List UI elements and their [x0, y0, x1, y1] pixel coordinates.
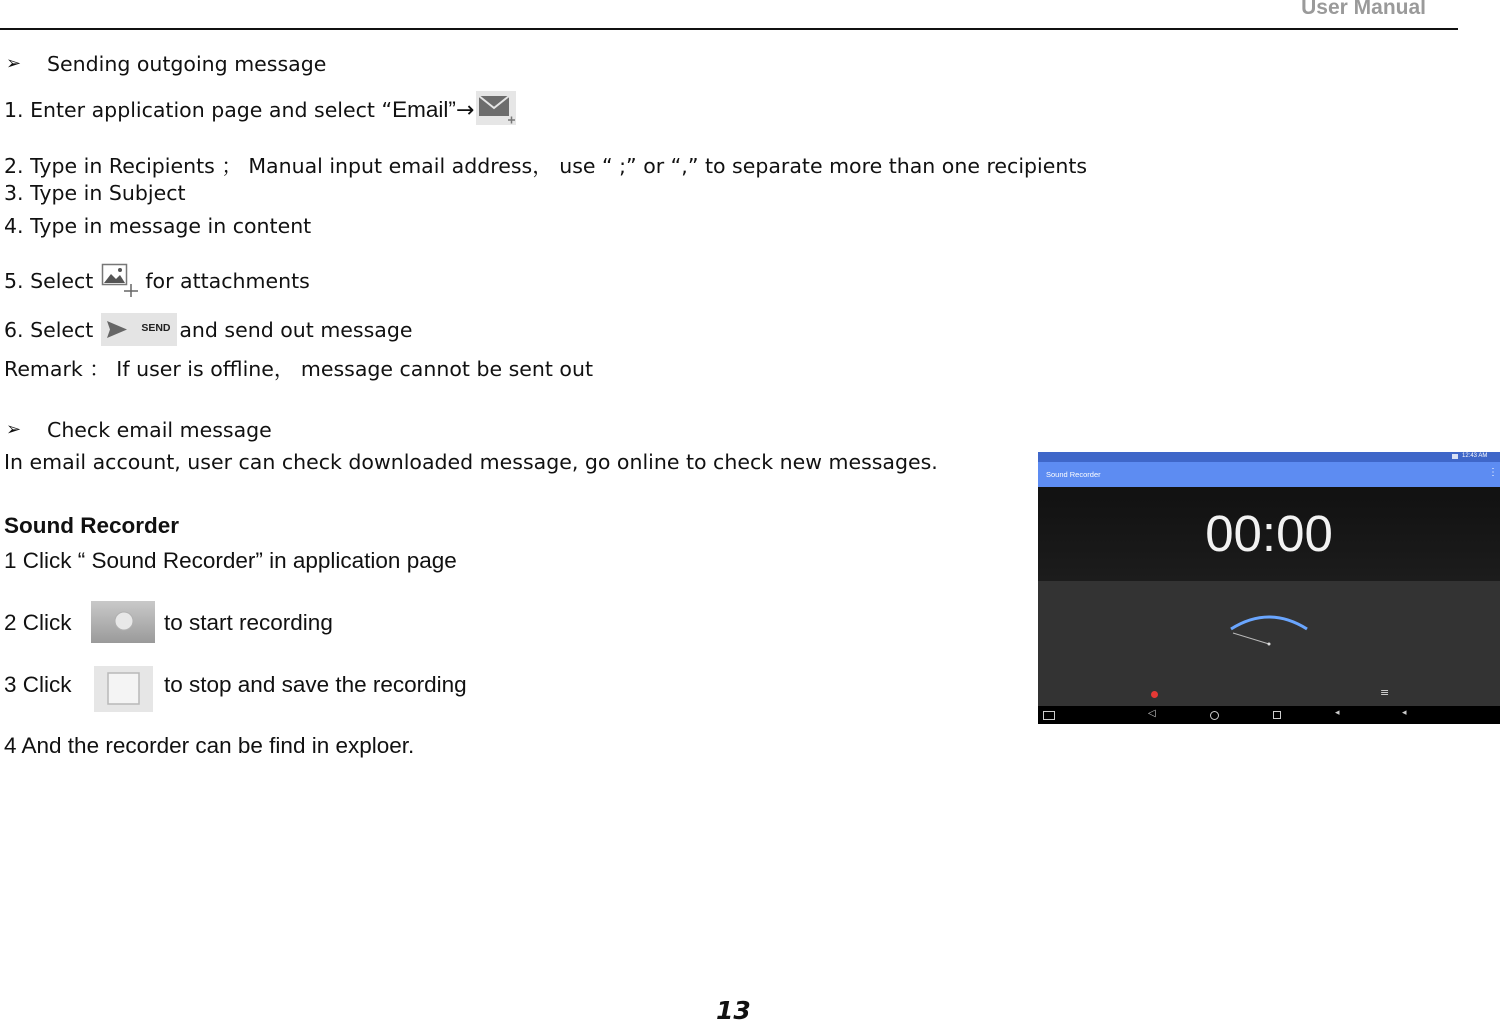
level-meter-icon [1038, 581, 1500, 706]
app-toolbar [1038, 462, 1500, 487]
step-4: 4. Type in message in content [4, 214, 312, 238]
nav-bar [1038, 706, 1500, 724]
sound-recorder-screenshot [1038, 452, 1500, 724]
volume-up-icon[interactable]: ◂ [1402, 708, 1407, 718]
sound-step-3-post: to stop and save the recording [164, 672, 467, 697]
page-number: 13 [716, 996, 751, 1025]
send-label: SEND [141, 322, 171, 334]
step-3: 3. Type in Subject [4, 181, 186, 205]
list-icon[interactable]: ≡ [1380, 686, 1390, 699]
header-rule [0, 28, 1458, 30]
bullet-icon: ➢ [6, 53, 22, 74]
bullet-icon: ➢ [6, 419, 22, 440]
step-5-post: for attachments [145, 269, 310, 293]
sound-step-4: 4 And the recorder can be find in exploer. [4, 733, 415, 758]
status-bar [1038, 452, 1500, 462]
check-email-text: In email account, user can check downloaded message, go online to check new messages. [4, 450, 938, 474]
sound-step-2-post: to start recording [164, 610, 333, 635]
step-5 [4, 262, 310, 300]
header-title: User Manual [1301, 0, 1426, 19]
timer-display: 00:00 [1205, 505, 1333, 562]
record-button-image [91, 601, 155, 643]
stop-button-image [94, 666, 153, 712]
attachment-image-icon [101, 261, 139, 302]
step-6 [4, 312, 412, 347]
record-dot-icon[interactable] [1151, 691, 1158, 698]
step-1-text: 1. Enter application page and select “ [4, 98, 393, 122]
send-button-image [101, 313, 177, 346]
step-5-pre: 5. Select [4, 269, 94, 293]
step-2: 2. Type in Recipients ； Manual input email address， use “ ;” or “,” to separate more than one recipients [4, 154, 1088, 178]
status-time: 12:43 AM [1462, 453, 1488, 459]
step-6-pre: 6. Select [4, 317, 94, 342]
home-icon[interactable] [1210, 711, 1219, 720]
remark: Remark ： If user is offline， message cannot be sent out [4, 357, 593, 381]
sound-step-1: 1 Click “ Sound Recorder” in application page [4, 548, 457, 573]
screenshot-icon[interactable] [1043, 711, 1055, 720]
sound-step-3-pre: 3 Click [4, 672, 72, 697]
step-1 [4, 92, 516, 128]
step-6-post: and send out message [179, 317, 413, 342]
sound-recorder-title: Sound Recorder [4, 513, 180, 538]
step-1-email: Email” [392, 97, 456, 122]
back-icon[interactable]: ◁ [1148, 708, 1156, 719]
section-heading-sending: Sending outgoing message [47, 52, 327, 76]
app-title: Sound Recorder [1046, 470, 1101, 479]
section-heading-check: Check email message [47, 418, 272, 442]
recorder-body [1038, 581, 1500, 706]
timer-area [1038, 487, 1500, 581]
email-compose-icon [476, 91, 516, 130]
sound-step-2-pre: 2 Click [4, 610, 72, 635]
volume-down-icon[interactable]: ◂ [1335, 708, 1340, 718]
recents-icon[interactable] [1273, 711, 1281, 719]
battery-icon [1452, 454, 1458, 459]
overflow-menu-icon[interactable]: ⋮ [1488, 467, 1498, 478]
arrow-right-icon: → [455, 97, 475, 123]
